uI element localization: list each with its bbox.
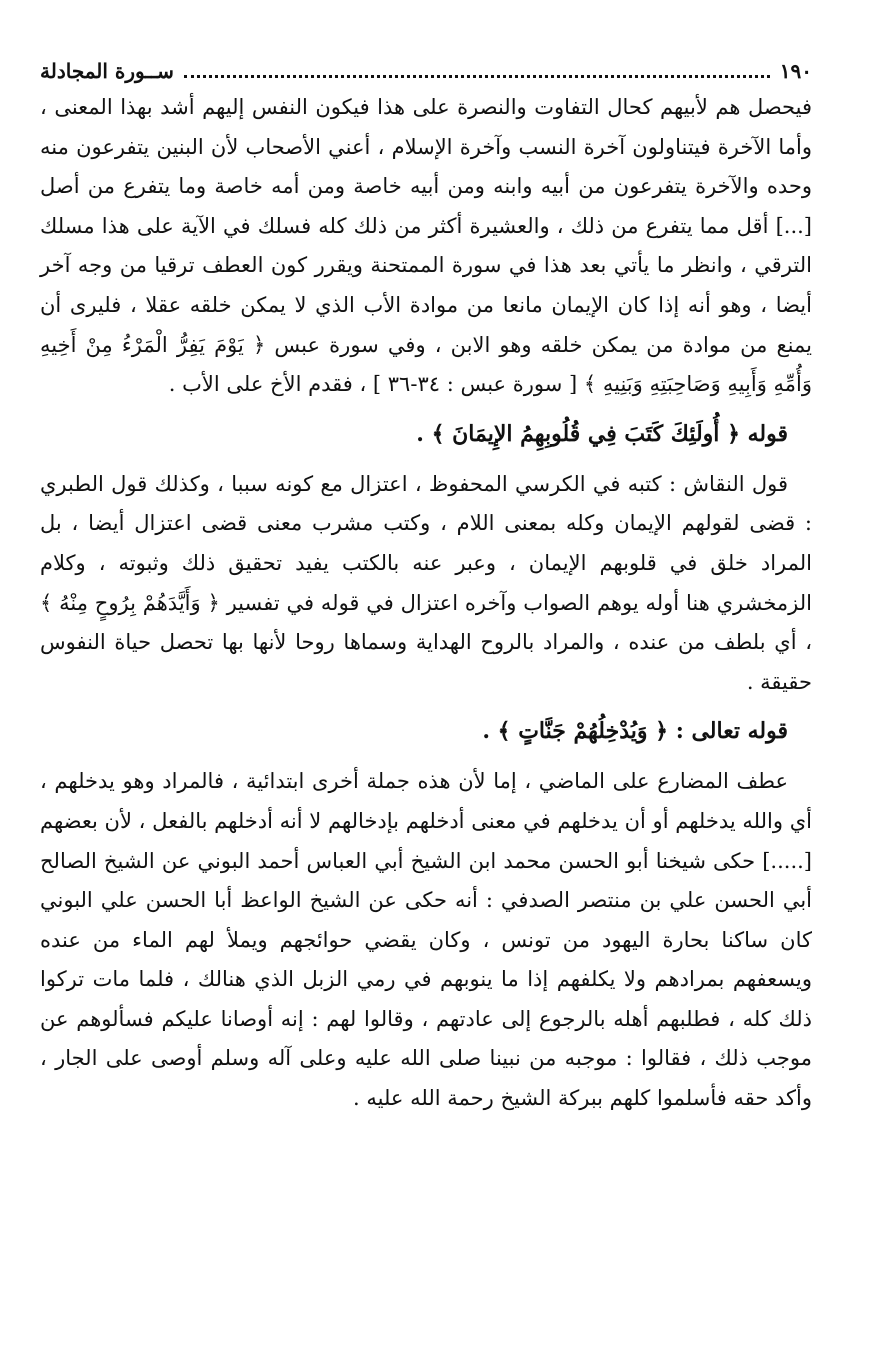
running-header	[40, 56, 812, 88]
header-dotted-leader	[184, 75, 770, 78]
section-heading: قوله تعالى : ﴿ وَيُدْخِلُهُمْ جَنَّاتٍ ﴾ .	[482, 718, 788, 745]
text-block-1	[40, 88, 812, 405]
section-heading: قوله ﴿ أُولَئِكَ كَتَبَ فِي قُلُوبِهِمُ الإِيمَانَ ﴾ .	[416, 420, 788, 447]
body-paragraph: عطف المضارع على الماضي ، إما لأن هذه جملة أخرى ابتدائية ، فالمراد وهو يدخلهم ، أي والله يدخلهم أو أن يدخلهم في معنى أدخلهم بإدخالهم لا أنه أدخلهم بالفعل ، لأن بعضهم [.....] حكى شيخنا أبو الحسن محمد ابن الشيخ أبي العباس أحمد البوني عن الشيخ الصالح أبي الحسن علي بن منتصر الصدفي : أنه حكى عن الشيخ الواعظ أبا الحسن علي البوني كان ساكنا بحارة اليهود من تونس ، وكان يقضي حوائجهم ويملأ لهم الماء من عنده ويسعفهم بمرادهم ولا يكلفهم إذا ما ينوبهم في رمي الزبل الذي هنالك ، فلما مات تركوا ذلك كله ، فطلبهم أهله بالرجوع إلى عادتهم ، وقالوا لهم : إنه أوصانا عليكم فسألوهم عن موجب ذلك ، فقالوا : موجبه من نبينا صلى الله عليه وعلى آله وسلم أوصى على الجار ، وأكد حقه فأسلموا كلهم ببركة الشيخ رحمة الله عليه .	[40, 769, 812, 1111]
document-page	[40, 56, 812, 1119]
body-paragraph: قول النقاش : كتبه في الكرسي المحفوظ ، اعتزال مع كونه سببا ، وكذلك قول الطبري : قضى لقولهم الإيمان وكله بمعنى اللام ، وكتب مشرب معنى قضى اعتزال أيضا ، بل المراد خلق في قلوبهم الإيمان ، وعبر عنه بالكتب يفيد تحقيق ذلك وثبوته ، وكلام الزمخشري هنا أوله يوهم الصواب وآخره اعتزال في قوله في تفسير ﴿ وَأَيَّدَهُمْ بِرُوحٍ مِنْهُ ﴾ ، أي بلطف من عنده ، والمراد بالروح الهداية وسماها روحا لأنها بها تحصل حياة النفوس حقيقة .	[40, 471, 812, 694]
surah-title: ســورة المجادلة	[40, 59, 174, 83]
text-block-3	[40, 762, 812, 1118]
text-block-2	[40, 465, 812, 703]
page-number: ١٩٠	[779, 59, 812, 83]
body-paragraph: فيحصل هم لأبيهم كحال التفاوت والنصرة على هذا فيكون النفس إليهم أشد بهذا المعنى ، وأما الآخرة فيتناولون آخرة النسب وآخرة الإسلام ، أعني الأصحاب لأن البنين يتفرعون منه وحده والآخرة يتفرعون من أبيه وابنه ومن أبيه خاصة ومن أمه خاصة وما يتفرع من أصل [...] أقل مما يتفرع من ذلك ، والعشيرة أكثر من ذلك كله فسلك في الآية على هذا مسلك الترقي ، وانظر ما يأتي بعد هذا في سورة الممتحنة ويقرر كون العطف ترقيا من وجه آخر أيضا ، وهو أنه إذا كان الإيمان مانعا من موادة الأب الذي لا يمكن خلقه عقلا ، فليرى أن يمنع من موادة من يمكن خلقه وهو الابن ، وفي سورة عبس ﴿ يَوْمَ يَفِرُّ الْمَرْءُ مِنْ أَخِيهِ وَأُمِّهِ وَأَبِيهِ وَصَاحِبَتِهِ وَبَنِيهِ ﴾ [ سورة عبس : ٣٤-٣٦ ] ، فقدم الأخ على الأب .	[40, 95, 812, 397]
